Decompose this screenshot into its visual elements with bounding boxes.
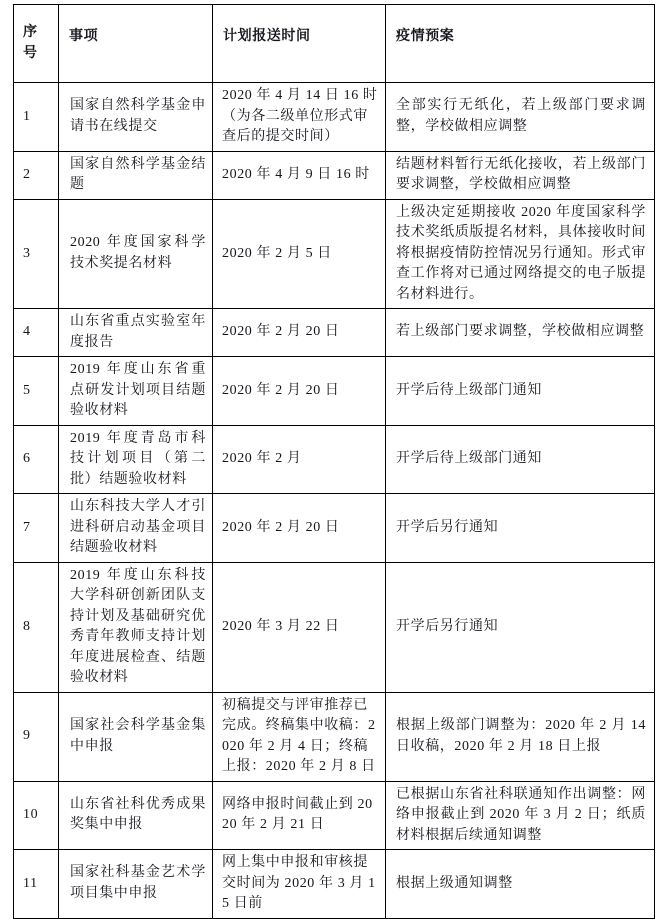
time-cell: 2020 年 2 月 20 日	[213, 309, 386, 357]
column-header-item: 事项	[59, 5, 213, 83]
row-number-cell: 6	[14, 425, 59, 494]
table-row	[14, 850, 655, 919]
plan-cell: 开学后另行通知	[386, 494, 655, 563]
item-cell: 国家自然科学基金结题	[59, 151, 213, 199]
row-number-cell: 3	[14, 199, 59, 309]
row-number-cell: 7	[14, 494, 59, 563]
time-cell: 网上集中申报和审核提交时间为 2020 年 3 月 15 日前	[213, 850, 386, 919]
column-header-number: 序号	[14, 5, 59, 83]
item-cell: 国家自然科学基金申请书在线提交	[59, 83, 213, 152]
time-cell: 2020 年 2 月 20 日	[213, 357, 386, 426]
row-number-cell: 1	[14, 83, 59, 152]
table-row	[14, 309, 655, 357]
item-cell: 山东省重点实验室年度报告	[59, 309, 213, 357]
row-number-cell: 5	[14, 357, 59, 426]
item-cell: 山东科技大学人才引进科研启动基金项目结题验收材料	[59, 494, 213, 563]
row-number-cell: 9	[14, 692, 59, 781]
row-number-cell: 10	[14, 781, 59, 850]
time-cell: 2020 年 2 月 5 日	[213, 199, 386, 309]
item-cell: 2020 年度国家科学技术奖提名材料	[59, 199, 213, 309]
plan-cell: 全部实行无纸化，若上级部门要求调整，学校做相应调整	[386, 83, 655, 152]
plan-cell: 已根据山东省社科联通知作出调整：网络申报截止到 2020 年 3 月 2 日；纸质材料根据后续通知调整	[386, 781, 655, 850]
plan-cell: 开学后待上级部门通知	[386, 425, 655, 494]
plan-cell: 根据上级部门调整为：2020 年 2 月 14 日收稿，2020 年 2 月 18 日上报	[386, 692, 655, 781]
plan-cell: 开学后待上级部门通知	[386, 357, 655, 426]
time-cell: 网络申报时间截止到 2020 年 2 月 21 日	[213, 781, 386, 850]
row-number-cell: 8	[14, 562, 59, 692]
item-cell: 国家社会科学基金集中申报	[59, 692, 213, 781]
item-cell: 2019 年度山东科技大学科研创新团队支持计划及基础研究优秀青年教师支持计划年度进展检查、结题验收材料	[59, 562, 213, 692]
table-row	[14, 151, 655, 199]
time-cell: 2020 年 4 月 9 日 16 时	[213, 151, 386, 199]
table-row	[14, 692, 655, 781]
time-cell: 2020 年 2 月 20 日	[213, 494, 386, 563]
column-header-time: 计划报送时间	[213, 5, 386, 83]
row-number-cell: 4	[14, 309, 59, 357]
plan-cell: 开学后另行通知	[386, 562, 655, 692]
table-row	[14, 357, 655, 426]
time-cell: 2020 年 4 月 14 日 16 时（为各二级单位形式审查后的提交时间）	[213, 83, 386, 152]
item-cell: 山东省社科优秀成果奖集中申报	[59, 781, 213, 850]
item-cell: 国家社科基金艺术学项目集中申报	[59, 850, 213, 919]
table-row	[14, 781, 655, 850]
epidemic-plan-table	[13, 4, 655, 919]
row-number-cell: 2	[14, 151, 59, 199]
plan-cell: 若上级部门要求调整，学校做相应调整	[386, 309, 655, 357]
table-row	[14, 494, 655, 563]
plan-cell: 上级决定延期接收 2020 年度国家科学技术奖纸质版提名材料，具体接收时间将根据疫情防控情况另行通知。形式审查工作将对已通过网络提交的电子版提名材料进行。	[386, 199, 655, 309]
item-cell: 2019 年度山东省重点研发计划项目结题验收材料	[59, 357, 213, 426]
row-number-cell: 11	[14, 850, 59, 919]
item-cell: 2019 年度青岛市科技计划项目（第二批）结题验收材料	[59, 425, 213, 494]
plan-cell: 结题材料暂行无纸化接收，若上级部门要求调整，学校做相应调整	[386, 151, 655, 199]
time-cell: 2020 年 3 月 22 日	[213, 562, 386, 692]
header-row	[14, 5, 655, 83]
table-row	[14, 83, 655, 152]
table-row	[14, 562, 655, 692]
table-row	[14, 425, 655, 494]
column-header-plan: 疫情预案	[386, 5, 655, 83]
time-cell: 初稿提交与评审推荐已完成。终稿集中收稿：2020 年 2 月 4 日；终稿上报：2020 年 2 月 8 日	[213, 692, 386, 781]
table-row	[14, 199, 655, 309]
time-cell: 2020 年 2 月	[213, 425, 386, 494]
plan-cell: 根据上级通知调整	[386, 850, 655, 919]
